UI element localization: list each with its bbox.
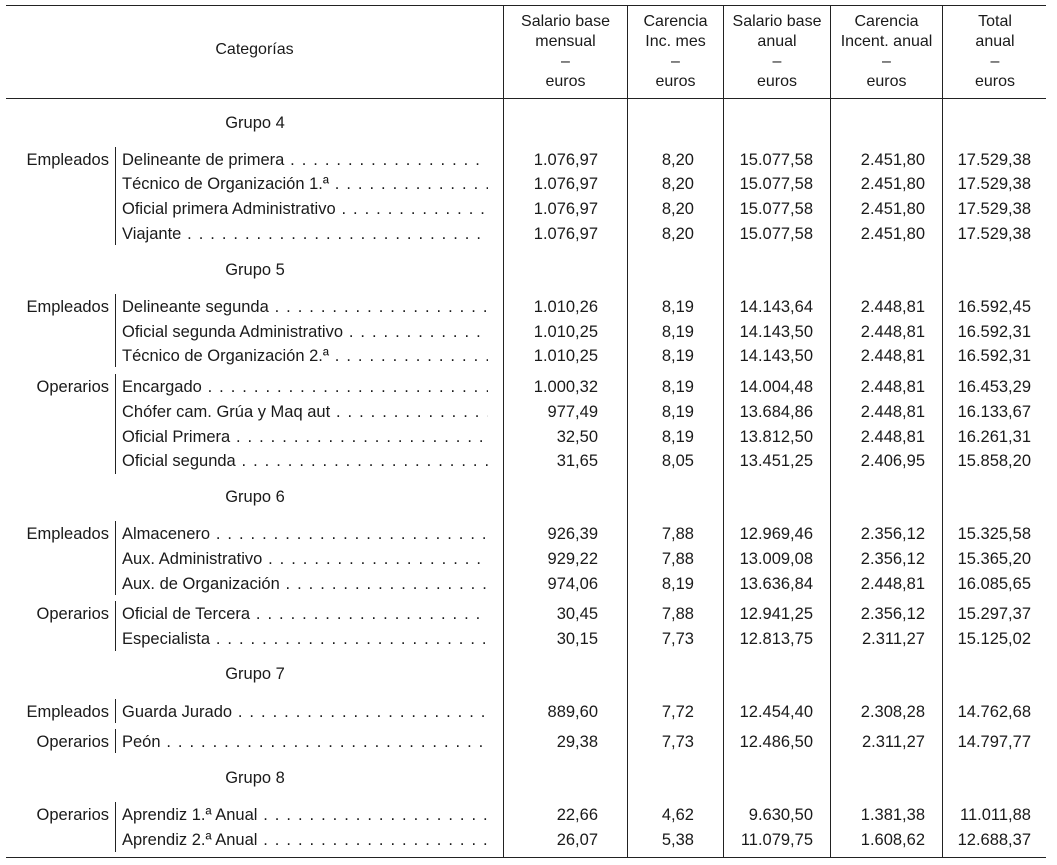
group-title-5: Grupo 5 — [225, 261, 285, 279]
cell-carencia-incent-anual: 2.451,80 — [860, 175, 925, 193]
cell-salario-base-anual: 13.451,25 — [739, 452, 813, 470]
group-title-8: Grupo 8 — [225, 769, 285, 787]
header-salario-base-anual — [724, 12, 830, 92]
cell-salario-base-anual: 11.079,75 — [740, 831, 813, 849]
cell-total-anual: 17.529,38 — [957, 200, 1031, 218]
cell-salario-base-anual: 15.077,58 — [739, 151, 813, 169]
header-line: – — [671, 53, 680, 70]
table-row — [0, 701, 1057, 723]
cell-total-anual: 17.529,38 — [957, 225, 1031, 243]
cell-salario-base-anual: 12.941,25 — [739, 605, 813, 623]
cell-total-anual: 16.085,65 — [957, 575, 1031, 593]
category-name: Especialista . . . — [122, 628, 488, 650]
bottom-rule — [6, 857, 1046, 858]
cell-total-anual: 16.592,45 — [957, 298, 1031, 316]
header-line: – — [990, 53, 1000, 70]
cell-carencia-incent-anual: 2.448,81 — [860, 403, 925, 421]
category-name: Oficial segunda Administrativo . . . — [122, 321, 488, 343]
group-row — [0, 767, 1057, 789]
category-name: Oficial segunda . . . — [122, 450, 488, 472]
cell-carencia-incent-anual: 2.451,80 — [860, 225, 925, 243]
cell-total-anual: 16.133,67 — [957, 403, 1031, 421]
cell-salario-base-anual: 13.684,86 — [739, 403, 813, 421]
category-name: Aux. Administrativo . . . — [122, 548, 488, 570]
table-row — [0, 829, 1057, 851]
header-line: anual — [757, 33, 797, 50]
group-row — [0, 112, 1057, 134]
cell-salario-base-mensual: 1.076,97 — [533, 200, 598, 218]
cell-salario-base-anual: 15.077,58 — [739, 200, 813, 218]
cell-salario-base-anual: 9.630,50 — [748, 806, 813, 824]
table-row — [0, 548, 1057, 570]
cell-salario-base-mensual: 1.010,25 — [533, 347, 598, 365]
table-row — [0, 804, 1057, 826]
cell-carencia-incent-anual: 2.448,81 — [860, 378, 925, 396]
cell-total-anual: 15.297,37 — [957, 605, 1031, 623]
cell-carencia-inc-mes: 8,19 — [661, 428, 694, 446]
header-line: euros — [756, 73, 798, 90]
cell-salario-base-mensual: 1.076,97 — [533, 225, 598, 243]
cell-carencia-inc-mes: 7,88 — [661, 605, 694, 623]
kind-label-operarios: Operarios — [36, 806, 109, 824]
cell-salario-base-mensual: 29,38 — [556, 733, 598, 751]
table-row — [0, 223, 1057, 245]
header-line: euros — [866, 73, 907, 90]
cell-salario-base-mensual: 977,49 — [547, 403, 598, 421]
header-line: – — [561, 53, 570, 70]
header-line: – — [772, 53, 782, 70]
cell-salario-base-anual: 15.077,58 — [739, 175, 813, 193]
table-row — [0, 426, 1057, 448]
cell-carencia-inc-mes: 8,19 — [661, 575, 694, 593]
cell-carencia-incent-anual: 2.356,12 — [860, 550, 925, 568]
header-rule — [6, 98, 1046, 99]
category-name: Oficial primera Administrativo . . . — [122, 198, 488, 220]
cell-salario-base-mensual: 1.010,25 — [533, 323, 598, 341]
table-row — [0, 376, 1057, 398]
cell-salario-base-anual: 13.636,84 — [739, 575, 813, 593]
kind-label-empleados: Empleados — [26, 151, 109, 169]
category-name: Viajante . . . — [122, 223, 488, 245]
cell-salario-base-mensual: 1.000,32 — [533, 378, 598, 396]
cell-salario-base-mensual: 1.076,97 — [533, 175, 598, 193]
category-name: Delineante de primera . . . — [122, 149, 488, 171]
header-salario-base-mensual — [504, 12, 627, 92]
cell-total-anual: 11.011,88 — [960, 806, 1031, 824]
group-row — [0, 259, 1057, 281]
cell-carencia-inc-mes: 7,88 — [661, 525, 694, 543]
category-name: Guarda Jurado . . . — [122, 701, 488, 723]
group-title-4: Grupo 4 — [225, 114, 285, 132]
cell-carencia-inc-mes: 8,20 — [661, 151, 694, 169]
cell-salario-base-mensual: 30,45 — [556, 605, 598, 623]
cell-carencia-incent-anual: 2.448,81 — [860, 323, 925, 341]
cell-salario-base-mensual: 926,39 — [547, 525, 598, 543]
table-row — [0, 345, 1057, 367]
cell-salario-base-mensual: 929,22 — [547, 550, 598, 568]
cell-carencia-inc-mes: 7,73 — [661, 630, 694, 648]
table-row — [0, 149, 1057, 171]
cell-carencia-inc-mes: 7,88 — [661, 550, 694, 568]
cell-carencia-incent-anual: 2.448,81 — [860, 347, 925, 365]
cell-salario-base-anual: 13.812,50 — [739, 428, 813, 446]
header-line: euros — [545, 73, 586, 90]
cell-carencia-incent-anual: 2.406,95 — [860, 452, 925, 470]
cell-salario-base-mensual: 30,15 — [556, 630, 598, 648]
cell-carencia-inc-mes: 8,20 — [661, 175, 694, 193]
cell-carencia-inc-mes: 8,19 — [661, 347, 694, 365]
table-row — [0, 573, 1057, 595]
cell-carencia-inc-mes: 7,72 — [661, 703, 694, 721]
table-row — [0, 401, 1057, 423]
table-row — [0, 603, 1057, 625]
category-name: Delineante segunda . . . — [122, 296, 488, 318]
cell-carencia-incent-anual: 2.451,80 — [860, 151, 925, 169]
header-line: Salario base — [732, 13, 822, 30]
top-rule — [6, 5, 1046, 6]
table-row — [0, 450, 1057, 472]
category-name: Técnico de Organización 1.ª . . . — [122, 173, 488, 195]
cell-carencia-inc-mes: 8,05 — [661, 452, 694, 470]
kind-label-empleados: Empleados — [26, 525, 109, 543]
header-line: Carencia — [643, 13, 708, 30]
cell-carencia-inc-mes: 7,73 — [661, 733, 694, 751]
cell-salario-base-anual: 13.009,08 — [739, 550, 813, 568]
cell-total-anual: 16.592,31 — [957, 347, 1031, 365]
table-row — [0, 198, 1057, 220]
header-line: euros — [974, 73, 1016, 90]
header-line: Salario base — [521, 13, 610, 30]
group-row — [0, 486, 1057, 508]
cell-total-anual: 16.453,29 — [957, 378, 1031, 396]
cell-total-anual: 12.688,37 — [957, 831, 1031, 849]
cell-total-anual: 16.592,31 — [957, 323, 1031, 341]
cell-carencia-incent-anual: 2.451,80 — [860, 200, 925, 218]
cell-carencia-inc-mes: 8,19 — [661, 323, 694, 341]
cell-salario-base-mensual: 31,65 — [556, 452, 598, 470]
category-name: Encargado . . . — [122, 376, 488, 398]
cell-carencia-inc-mes: 4,62 — [661, 806, 694, 824]
table-row — [0, 523, 1057, 545]
group-row — [0, 663, 1057, 685]
header-line: anual — [975, 33, 1015, 50]
header-total-anual — [943, 12, 1047, 92]
category-name: Oficial Primera . . . — [122, 426, 488, 448]
cell-salario-base-mensual: 889,60 — [547, 703, 598, 721]
header-line: – — [882, 53, 891, 70]
header-line: mensual — [535, 33, 596, 50]
category-name: Peón . . . — [122, 731, 488, 753]
category-name: Técnico de Organización 2.ª . . . — [122, 345, 488, 367]
category-name: Aprendiz 2.ª Anual . . . — [122, 829, 488, 851]
cell-salario-base-mensual: 1.076,97 — [533, 151, 598, 169]
header-line: Inc. mes — [645, 33, 706, 50]
cell-total-anual: 14.762,68 — [957, 703, 1031, 721]
cell-salario-base-anual: 14.004,48 — [739, 378, 813, 396]
cell-carencia-incent-anual: 2.356,12 — [860, 605, 925, 623]
cell-carencia-inc-mes: 8,19 — [661, 378, 694, 396]
table-row — [0, 628, 1057, 650]
header-line: Incent. anual — [840, 33, 933, 50]
cell-salario-base-anual: 12.969,46 — [739, 525, 813, 543]
header-categories: Categorías — [215, 41, 294, 58]
kind-label-operarios: Operarios — [36, 605, 109, 623]
cell-total-anual: 15.365,20 — [957, 550, 1031, 568]
cell-total-anual: 15.325,58 — [957, 525, 1031, 543]
kind-label-operarios: Operarios — [36, 378, 109, 396]
cell-salario-base-mensual: 974,06 — [547, 575, 598, 593]
cell-carencia-incent-anual: 1.608,62 — [860, 831, 925, 849]
cell-carencia-incent-anual: 2.448,81 — [860, 575, 925, 593]
cell-salario-base-anual: 12.813,75 — [739, 630, 813, 648]
cell-salario-base-anual: 14.143,50 — [739, 323, 813, 341]
cell-total-anual: 15.858,20 — [957, 452, 1031, 470]
kind-label-operarios: Operarios — [36, 733, 109, 751]
cell-salario-base-mensual: 22,66 — [556, 806, 598, 824]
group-title-7: Grupo 7 — [225, 665, 285, 683]
table-row — [0, 731, 1057, 753]
header-carencia-incent-anual — [831, 12, 942, 92]
cell-salario-base-anual: 12.486,50 — [739, 733, 813, 751]
cell-carencia-inc-mes: 8,19 — [661, 403, 694, 421]
cell-carencia-incent-anual: 1.381,38 — [860, 806, 925, 824]
header-line: Carencia — [854, 13, 919, 30]
category-name: Almacenero . . . — [122, 523, 488, 545]
cell-salario-base-anual: 12.454,40 — [739, 703, 813, 721]
header-line: Total — [978, 13, 1012, 30]
kind-label-empleados: Empleados — [26, 298, 109, 316]
cell-salario-base-mensual: 1.010,26 — [533, 298, 598, 316]
cell-carencia-incent-anual: 2.448,81 — [860, 428, 925, 446]
header-line: euros — [655, 73, 696, 90]
cell-carencia-inc-mes: 5,38 — [661, 831, 694, 849]
cell-total-anual: 14.797,77 — [957, 733, 1031, 751]
cell-carencia-incent-anual: 2.311,27 — [861, 733, 925, 751]
table-row — [0, 173, 1057, 195]
category-name: Oficial de Tercera . . . — [122, 603, 488, 625]
cell-salario-base-anual: 14.143,64 — [739, 298, 813, 316]
cell-carencia-incent-anual: 2.356,12 — [860, 525, 925, 543]
kind-label-empleados: Empleados — [26, 703, 109, 721]
cell-carencia-incent-anual: 2.308,28 — [860, 703, 925, 721]
category-name: Aprendiz 1.ª Anual . . . — [122, 804, 488, 826]
cell-salario-base-anual: 14.143,50 — [739, 347, 813, 365]
cell-total-anual: 17.529,38 — [957, 175, 1031, 193]
cell-salario-base-anual: 15.077,58 — [739, 225, 813, 243]
table-row — [0, 321, 1057, 343]
cell-total-anual: 15.125,02 — [957, 630, 1031, 648]
cell-total-anual: 17.529,38 — [957, 151, 1031, 169]
cell-carencia-incent-anual: 2.311,27 — [861, 630, 925, 648]
table-row — [0, 296, 1057, 318]
cell-carencia-incent-anual: 2.448,81 — [860, 298, 925, 316]
cell-total-anual: 16.261,31 — [957, 428, 1031, 446]
cell-carencia-inc-mes: 8,19 — [661, 298, 694, 316]
cell-carencia-inc-mes: 8,20 — [661, 225, 694, 243]
cell-salario-base-mensual: 26,07 — [556, 831, 598, 849]
header-carencia-inc-mes — [628, 12, 723, 92]
category-name: Chófer cam. Grúa y Maq aut . . . — [122, 401, 488, 423]
category-name: Aux. de Organización . . . — [122, 573, 488, 595]
cell-carencia-inc-mes: 8,20 — [661, 200, 694, 218]
group-title-6: Grupo 6 — [225, 488, 285, 506]
cell-salario-base-mensual: 32,50 — [556, 428, 598, 446]
